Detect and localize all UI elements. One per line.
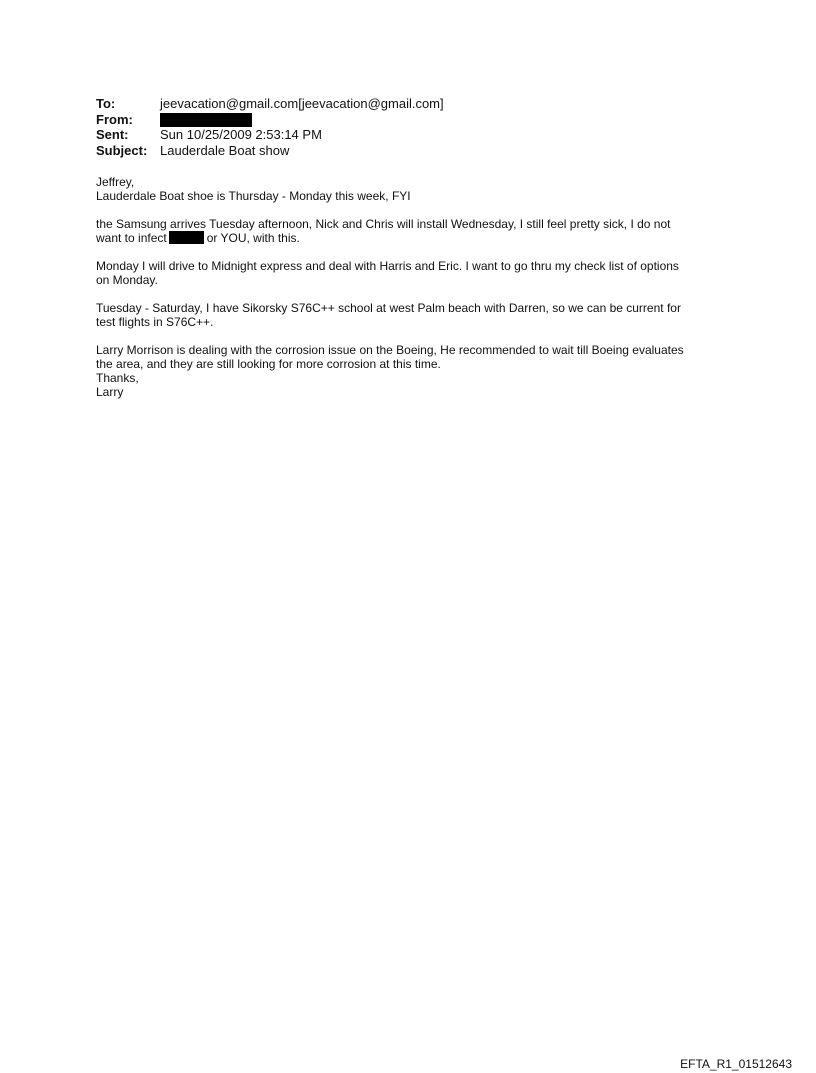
- from-label: From:: [96, 111, 133, 127]
- to-value: jeevacation@gmail.com[jeevacation@gmail.com]: [160, 96, 444, 111]
- from-redaction: [160, 113, 252, 127]
- to-label: To:: [96, 96, 116, 111]
- paragraph-samsung: [96, 217, 726, 245]
- sent-value: Sun 10/25/2009 2:53:14 PM: [160, 127, 322, 142]
- samsung-line-2b: or YOU, with this.: [206, 231, 300, 245]
- name-redaction: [169, 231, 204, 244]
- sent-row: [96, 127, 444, 143]
- from-row: [96, 112, 444, 128]
- subject-row: [96, 143, 444, 159]
- greeting-line: Jeffrey,: [96, 175, 135, 189]
- subject-value: Lauderdale Boat show: [160, 142, 290, 158]
- subject-label: Subject:: [96, 142, 148, 158]
- boat-show-line: Lauderdale Boat shoe is Thursday - Monday this week, FYI: [96, 189, 411, 203]
- monday-line-1: Monday I will drive to Midnight express and deal with Harris and Eric. I want to go thru my check list of options: [96, 259, 679, 273]
- email-header: [96, 96, 444, 158]
- signature-name: Larry: [96, 385, 124, 399]
- samsung-line-2: [96, 231, 726, 245]
- boeing-line-2: the area, and they are still looking for more corrosion at this time.: [96, 357, 441, 371]
- document-id: EFTA_R1_01512643: [680, 1057, 792, 1071]
- paragraph-greeting: [96, 175, 726, 203]
- boeing-line-1: Larry Morrison is dealing with the corrosion issue on the Boeing, He recommended to wait till Boeing evaluates: [96, 343, 684, 357]
- samsung-line-1: the Samsung arrives Tuesday afternoon, Nick and Chris will install Wednesday, I still feel pretty sick, I do not: [96, 217, 671, 231]
- paragraph-sikorsky: [96, 301, 726, 329]
- paragraph-boeing: [96, 343, 726, 399]
- monday-line-2: on Monday.: [96, 273, 158, 287]
- closing-thanks: Thanks,: [96, 371, 139, 385]
- sikorsky-line-2: test flights in S76C++.: [96, 315, 214, 329]
- samsung-line-2a: want to infect: [96, 231, 167, 245]
- sent-label: Sent:: [96, 127, 129, 142]
- email-body: [96, 175, 726, 413]
- sikorsky-line-1: Tuesday - Saturday, I have Sikorsky S76C++ school at west Palm beach with Darren, so we can be current for: [96, 301, 681, 315]
- to-row: [96, 96, 444, 112]
- paragraph-monday: [96, 259, 726, 287]
